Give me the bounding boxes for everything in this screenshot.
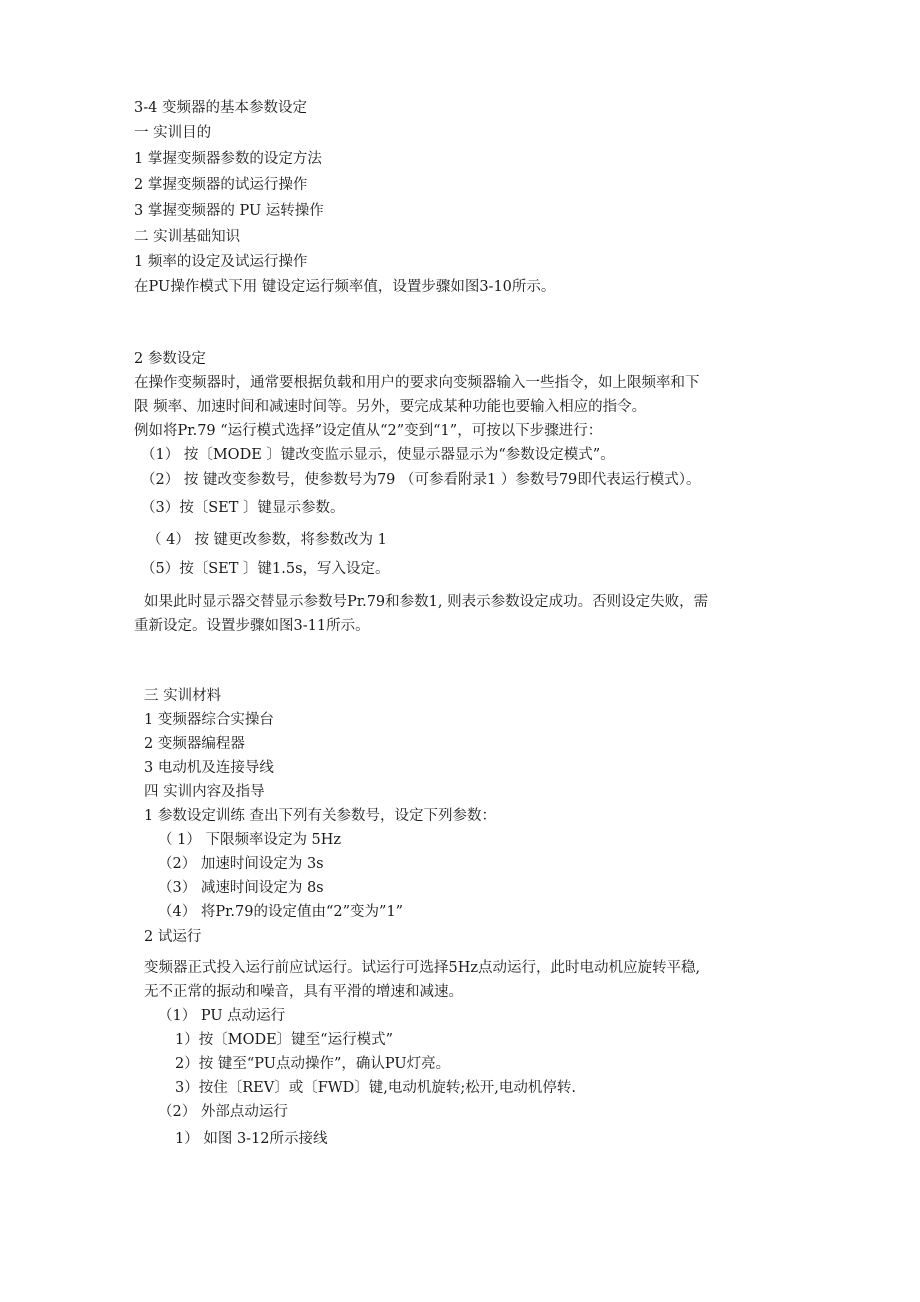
- section-heading-materials: 三 实训材料: [144, 688, 222, 704]
- paragraph-parameter: 限 频率、加速时间和减速时间等。另外，要完成某种功能也要输入相应的指令。: [134, 399, 647, 415]
- paragraph-frequency: 在PU操作模式下用 键设定运行频率值，设置步骤如图3-10所示。: [134, 279, 556, 295]
- step-item: （ 4） 按 键更改参数，将参数改为 1: [147, 532, 387, 548]
- section-heading-content: 四 实训内容及指导: [144, 784, 265, 800]
- external-jog-step: 1） 如图 3-12所示接线: [175, 1131, 328, 1147]
- training-item: （ 1） 下限频率设定为 5Hz: [158, 832, 342, 848]
- paragraph-result: 重新设定。设置步骤如图3-11所示。: [134, 618, 370, 634]
- subheading-parameter-training: 1 参数设定训练 查出下列有关参数号，设定下列参数：: [144, 808, 496, 824]
- objective-item: 1 掌握变频器参数的设定方法: [134, 151, 322, 167]
- training-item: （4） 将Pr.79的设定值由“2”变为”1”: [158, 904, 404, 920]
- training-item: （3） 减速时间设定为 8s: [158, 880, 324, 896]
- paragraph-trial-run: 变频器正式投入运行前应试运行。试运行可选择5Hz点动运行，此时电动机应旋转平稳,: [144, 960, 701, 976]
- step-item: （3）按〔SET 〕键显示参数。: [141, 500, 345, 516]
- paragraph-parameter: 在操作变频器时，通常要根据负载和用户的要求向变频器输入一些指令，如上限频率和下: [134, 375, 700, 391]
- external-jog-heading: （2） 外部点动运行: [158, 1104, 288, 1120]
- step-item: （5）按〔SET 〕键1.5s，写入设定。: [141, 561, 390, 577]
- step-item: （2） 按 键改变参数号，使参数号为79 （可参看附录1 ）参数号79即代表运行模式）。: [141, 472, 701, 488]
- material-item: 3 电动机及连接导线: [144, 760, 274, 776]
- subheading-frequency: 1 频率的设定及试运行操作: [134, 254, 308, 270]
- pu-jog-heading: （1） PU 点动运行: [158, 1008, 286, 1024]
- paragraph-result: 如果此时显示器交替显示参数号Pr.79和参数1, 则表示参数设定成功。否则设定失败，需: [144, 594, 709, 610]
- material-item: 2 变频器编程器: [144, 736, 245, 752]
- training-item: （2） 加速时间设定为 3s: [158, 856, 324, 872]
- pu-jog-step: 3）按住〔REV〕或〔FWD〕键,电动机旋转;松开,电动机停转.: [175, 1080, 576, 1096]
- subheading-parameter: 2 参数设定: [134, 351, 206, 367]
- section-heading-basics: 二 实训基础知识: [134, 229, 241, 245]
- document-title: 3-4 变频器的基本参数设定: [134, 100, 307, 116]
- paragraph-trial-run: 无不正常的振动和噪音，具有平滑的增速和减速。: [144, 984, 463, 1000]
- pu-jog-step: 1）按〔MODE〕键至“运行模式”: [175, 1032, 393, 1048]
- section-heading-objectives: 一 实训目的: [134, 125, 212, 141]
- pu-jog-step: 2）按 键至“PU点动操作”，确认PU灯亮。: [175, 1056, 451, 1072]
- objective-item: 3 掌握变频器的 PU 运转操作: [134, 203, 324, 219]
- material-item: 1 变频器综合实操台: [144, 712, 274, 728]
- objective-item: 2 掌握变频器的试运行操作: [134, 177, 308, 193]
- subheading-trial-run: 2 试运行: [144, 929, 202, 945]
- step-item: （1） 按〔MODE 〕键改变监示显示，使显示器显示为“参数设定模式”。: [141, 447, 615, 463]
- paragraph-example: 例如将Pr.79 “运行模式选择”设定值从“2”变到“1”，可按以下步骤进行：: [134, 423, 603, 439]
